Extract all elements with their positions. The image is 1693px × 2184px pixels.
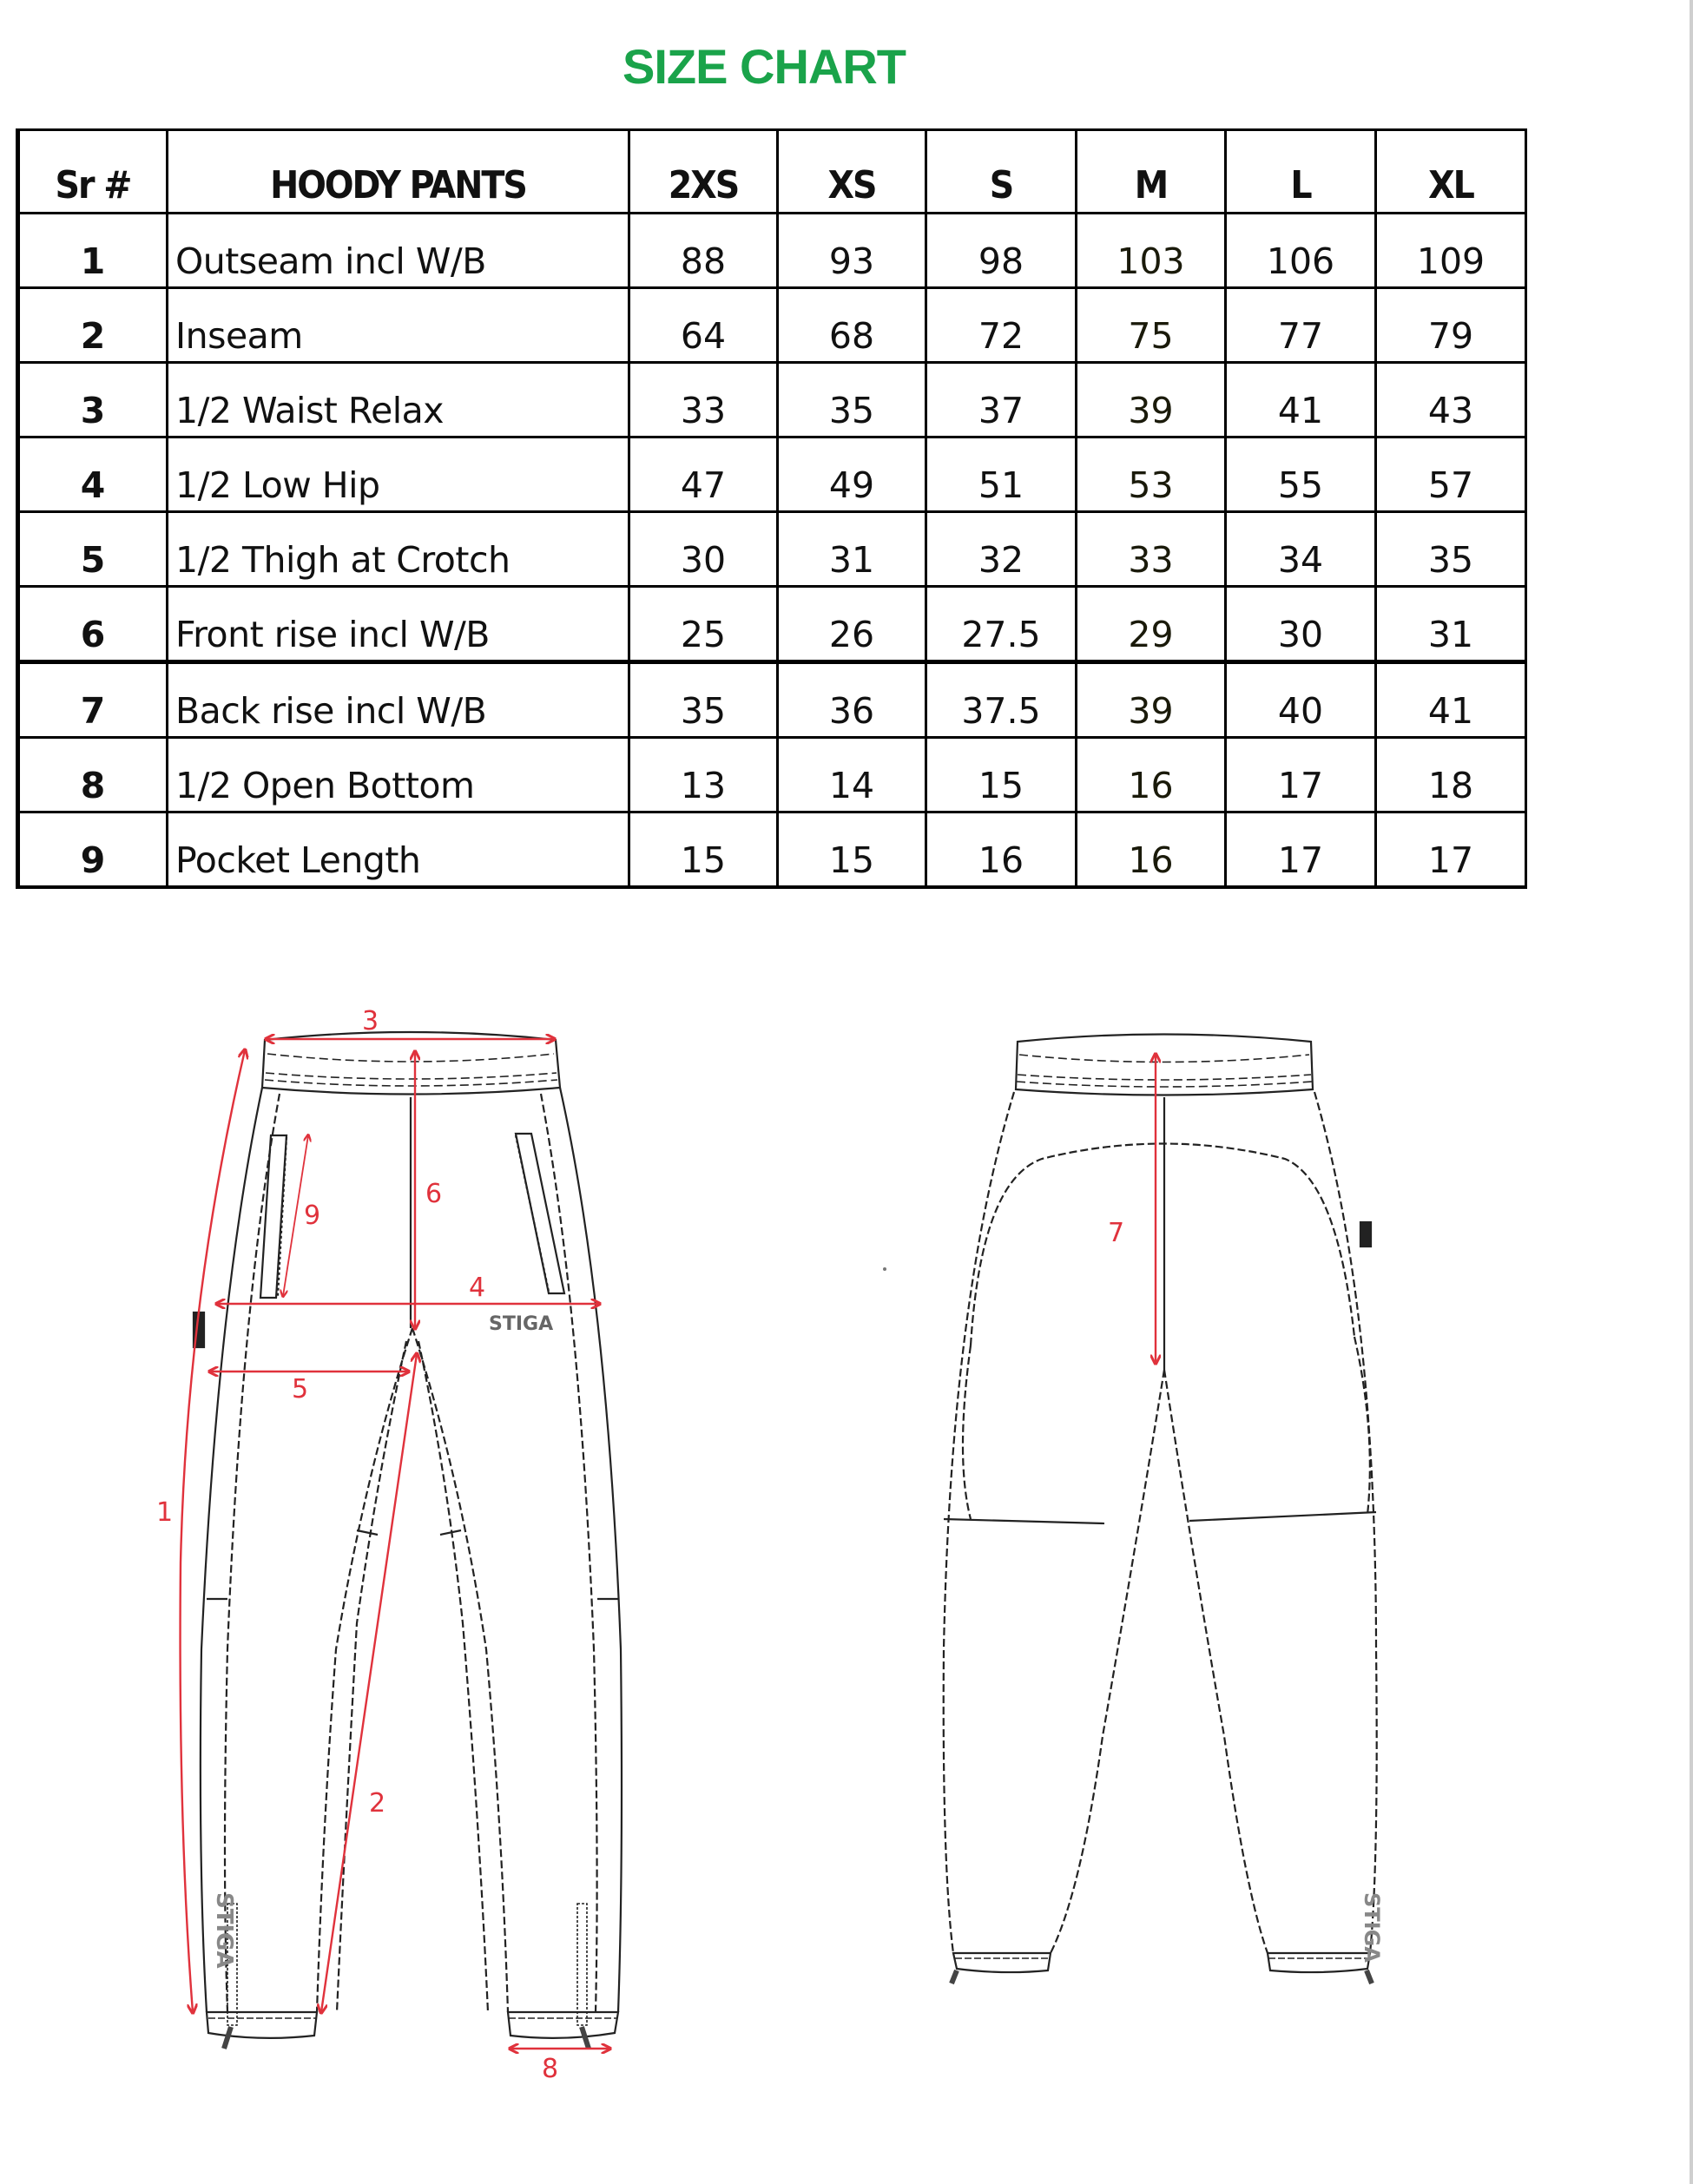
label-front-rise: 6 [425,1179,443,1209]
header-size-xs: XS [778,130,926,214]
table-row [18,437,1526,512]
label-outseam: 1 [156,1497,174,1528]
value-xs: 36 [778,662,926,738]
label-pocket: 9 [304,1201,321,1231]
value-m: 16 [1077,812,1226,888]
value-xs: 26 [778,587,926,662]
value-xs: 68 [778,288,926,363]
measurement-name: 1/2 Open Bottom [168,738,629,812]
value-s: 15 [926,738,1077,812]
value-2xs: 30 [629,512,778,587]
header-size-l: L [1226,130,1376,214]
value-2xs: 25 [629,587,778,662]
table-header-row [18,130,1526,214]
value-m: 103 [1077,214,1226,288]
header-size-xl: XL [1376,130,1526,214]
value-2xs: 35 [629,662,778,738]
stray-dot [883,1267,886,1271]
value-2xs: 64 [629,288,778,363]
measurement-name: Outseam incl W/B [168,214,629,288]
table-row [18,662,1526,738]
value-m: 39 [1077,662,1226,738]
row-number: 4 [18,437,168,512]
measurement-name: 1/2 Waist Relax [168,363,629,437]
measurement-name: 1/2 Low Hip [168,437,629,512]
row-number: 3 [18,363,168,437]
value-xl: 41 [1376,662,1526,738]
header-size-m: M [1077,130,1226,214]
row-number: 2 [18,288,168,363]
label-waist: 3 [362,1006,379,1036]
value-l: 34 [1226,512,1376,587]
value-l: 40 [1226,662,1376,738]
row-number: 8 [18,738,168,812]
header-product: HOODY PANTS [168,130,629,214]
value-m: 33 [1077,512,1226,587]
value-s: 72 [926,288,1077,363]
measurement-name: Pocket Length [168,812,629,888]
value-l: 17 [1226,812,1376,888]
row-number: 1 [18,214,168,288]
stiga-logo-icon [489,1313,553,1335]
value-l: 106 [1226,214,1376,288]
value-l: 77 [1226,288,1376,363]
value-xl: 35 [1376,512,1526,587]
label-inseam: 2 [369,1788,386,1819]
svg-text:STIGA: STIGA [489,1313,554,1335]
header-sr: Sr # [18,130,168,214]
row-number: 7 [18,662,168,738]
table-row [18,512,1526,587]
value-m: 39 [1077,363,1226,437]
value-s: 37 [926,363,1077,437]
header-size-2xs: 2XS [629,130,778,214]
value-m: 53 [1077,437,1226,512]
value-xs: 49 [778,437,926,512]
table-row [18,587,1526,662]
value-xs: 35 [778,363,926,437]
value-s: 27.5 [926,587,1077,662]
table-row [18,288,1526,363]
stiga-side-logo-icon: STIGA [211,1892,237,1969]
value-xs: 31 [778,512,926,587]
measurement-name: Back rise incl W/B [168,662,629,738]
value-m: 29 [1077,587,1226,662]
measurement-name: Front rise incl W/B [168,587,629,662]
value-s: 98 [926,214,1077,288]
page-title: SIZE CHART [623,39,906,94]
label-back-rise: 7 [1108,1218,1125,1248]
value-2xs: 88 [629,214,778,288]
value-m: 75 [1077,288,1226,363]
value-xs: 14 [778,738,926,812]
value-xl: 18 [1376,738,1526,812]
value-xl: 31 [1376,587,1526,662]
value-l: 55 [1226,437,1376,512]
value-l: 17 [1226,738,1376,812]
table-row [18,214,1526,288]
value-2xs: 13 [629,738,778,812]
value-xl: 17 [1376,812,1526,888]
header-size-s: S [926,130,1077,214]
row-number: 6 [18,587,168,662]
value-l: 30 [1226,587,1376,662]
measurement-name: Inseam [168,288,629,363]
value-l: 41 [1226,363,1376,437]
value-s: 16 [926,812,1077,888]
value-xs: 93 [778,214,926,288]
measurement-name: 1/2 Thigh at Crotch [168,512,629,587]
front-view-pants [194,1032,622,2049]
row-number: 5 [18,512,168,587]
size-chart-table [16,128,1527,889]
value-2xs: 33 [629,363,778,437]
table-row [18,363,1526,437]
table-row [18,812,1526,888]
value-s: 37.5 [926,662,1077,738]
label-thigh: 5 [292,1374,309,1404]
garment-diagrams [0,955,1693,2184]
value-xl: 43 [1376,363,1526,437]
value-s: 32 [926,512,1077,587]
value-m: 16 [1077,738,1226,812]
value-2xs: 15 [629,812,778,888]
value-xs: 15 [778,812,926,888]
value-xl: 109 [1376,214,1526,288]
value-2xs: 47 [629,437,778,512]
value-xl: 79 [1376,288,1526,363]
label-hip: 4 [469,1273,486,1303]
front-measurement-lines [181,1039,609,2049]
table-row [18,738,1526,812]
back-view-pants [944,1035,1377,1984]
value-s: 51 [926,437,1077,512]
row-number: 9 [18,812,168,888]
label-open-bottom: 8 [542,2054,559,2084]
value-xl: 57 [1376,437,1526,512]
stiga-side-logo-back-icon: STIGA [1360,1892,1384,1963]
